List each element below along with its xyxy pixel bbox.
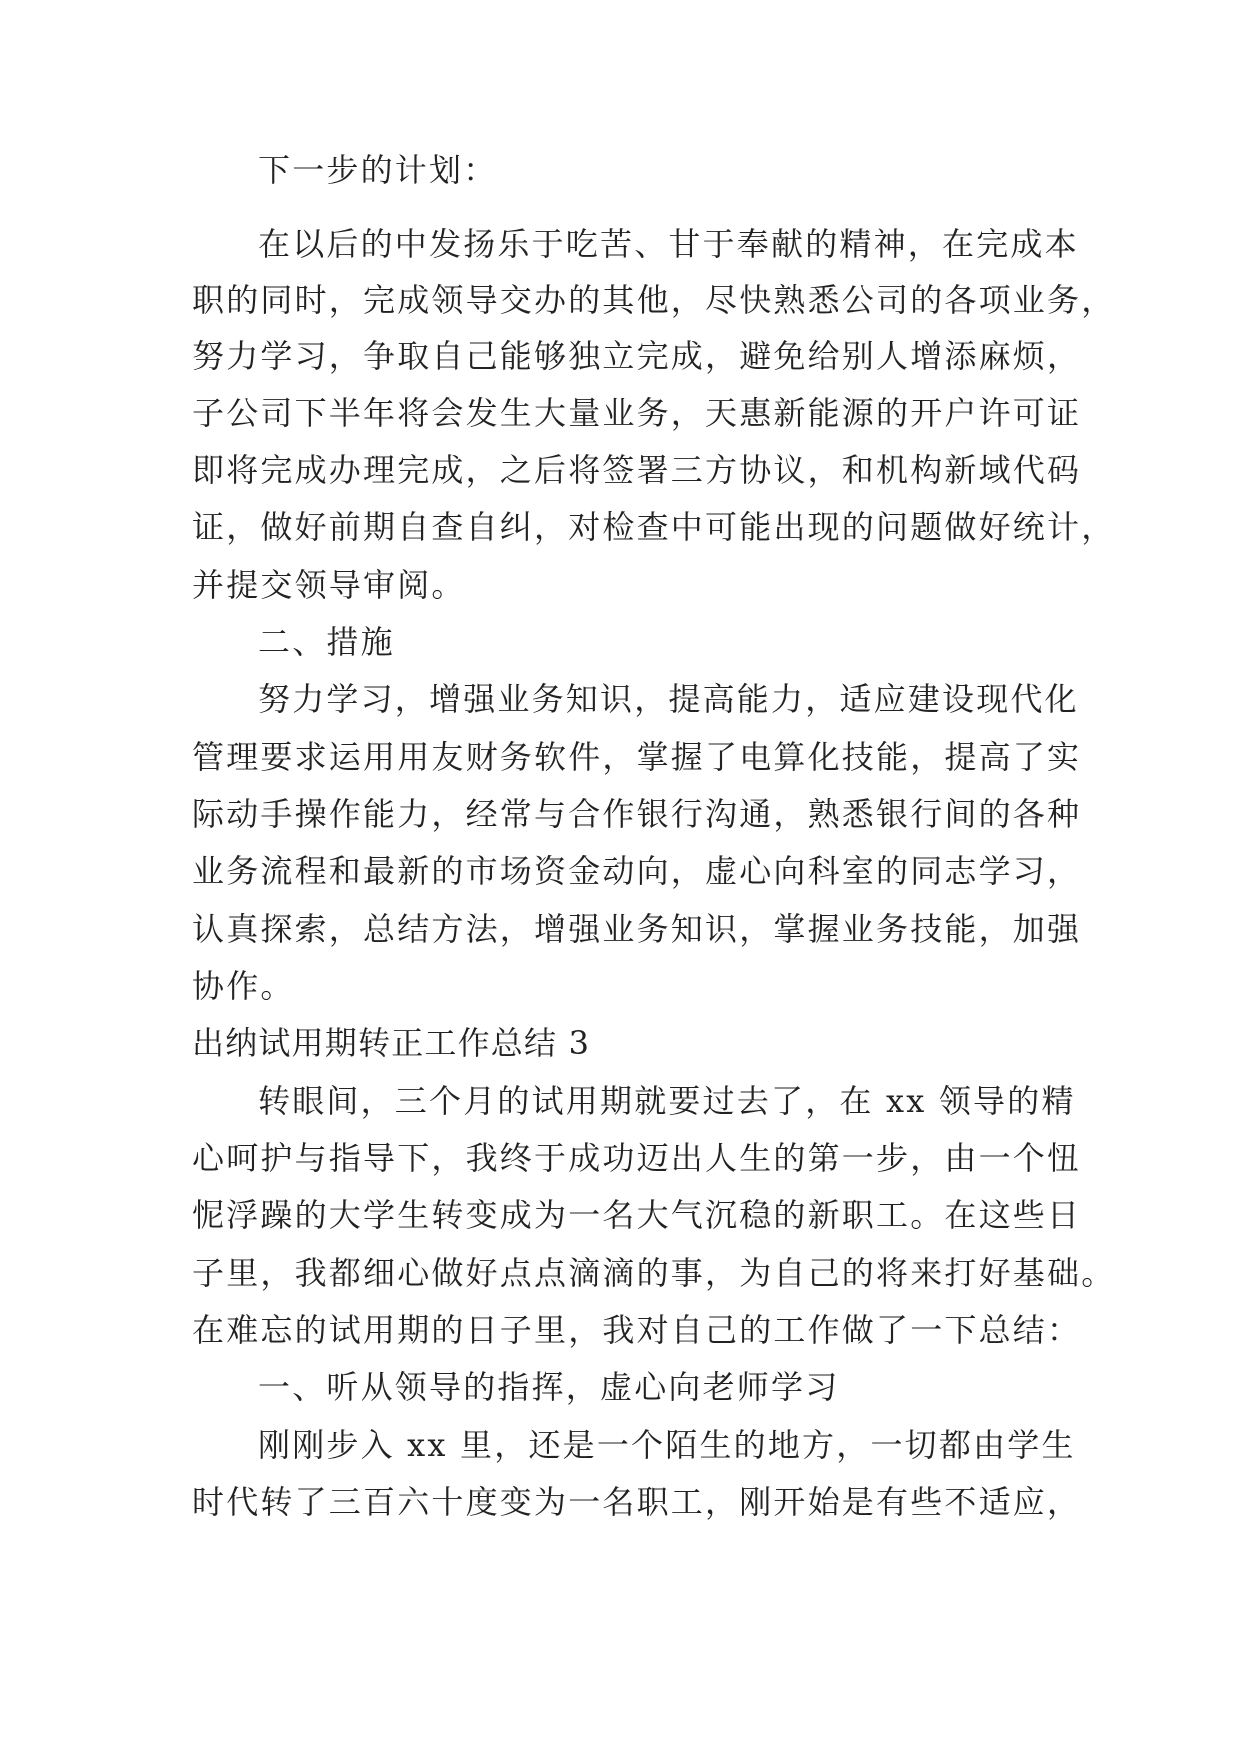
paragraph-line: 刚刚步入 xx 里，还是一个陌生的地方，一切都由学生 — [258, 1426, 1076, 1464]
paragraph-line: 即将完成办理完成，之后将签署三方协议，和机构新域代码 — [192, 451, 1082, 489]
paragraph-line: 怩浮躁的大学生转变成为一名大气沉稳的新职工。在这些日 — [192, 1196, 1082, 1234]
paragraph-line: 证，做好前期自查自纠，对检查中可能出现的问题做好统计， — [192, 508, 1116, 546]
paragraph-line: 转眼间，三个月的试用期就要过去了，在 xx 领导的精 — [258, 1082, 1076, 1120]
paragraph-line: 子里，我都细心做好点点滴滴的事，为自己的将来打好基础。 — [192, 1254, 1116, 1292]
paragraph-line: 努力学习，增强业务知识，提高能力，适应建设现代化 — [258, 680, 1079, 718]
paragraph-line: 子公司下半年将会发生大量业务，天惠新能源的开户许可证 — [192, 394, 1082, 432]
paragraph-line: 职的同时，完成领导交办的其他，尽快熟悉公司的各项业务， — [192, 281, 1116, 319]
plan-heading: 下一步的计划： — [258, 151, 498, 189]
section-title: 出纳试用期转正工作总结 3 — [192, 1024, 591, 1062]
paragraph-line: 业务流程和最新的市场资金动向，虚心向科室的同志学习， — [192, 852, 1082, 890]
paragraph-line: 际动手操作能力，经常与合作银行沟通，熟悉银行间的各种 — [192, 795, 1082, 833]
paragraph-line: 努力学习，争取自己能够独立完成，避免给别人增添麻烦， — [192, 337, 1082, 375]
subsection-heading: 一、听从领导的指挥，虚心向老师学习 — [258, 1368, 840, 1406]
paragraph-line: 在以后的中发扬乐于吃苦、甘于奉献的精神，在完成本 — [258, 225, 1079, 263]
paragraph-line: 认真探索，总结方法，增强业务知识，掌握业务技能，加强 — [192, 910, 1082, 948]
paragraph-line: 管理要求运用用友财务软件，掌握了电算化技能，提高了实 — [192, 738, 1082, 776]
paragraph-line: 协作。 — [192, 967, 295, 1005]
paragraph-line: 心呵护与指导下，我终于成功迈出人生的第一步，由一个忸 — [192, 1139, 1082, 1177]
measures-heading: 二、措施 — [258, 623, 395, 661]
paragraph-line: 在难忘的试用期的日子里，我对自己的工作做了一下总结： — [192, 1311, 1082, 1349]
paragraph-line: 并提交领导审阅。 — [192, 566, 466, 604]
paragraph-line: 时代转了三百六十度变为一名职工，刚开始是有些不适应， — [192, 1483, 1082, 1521]
